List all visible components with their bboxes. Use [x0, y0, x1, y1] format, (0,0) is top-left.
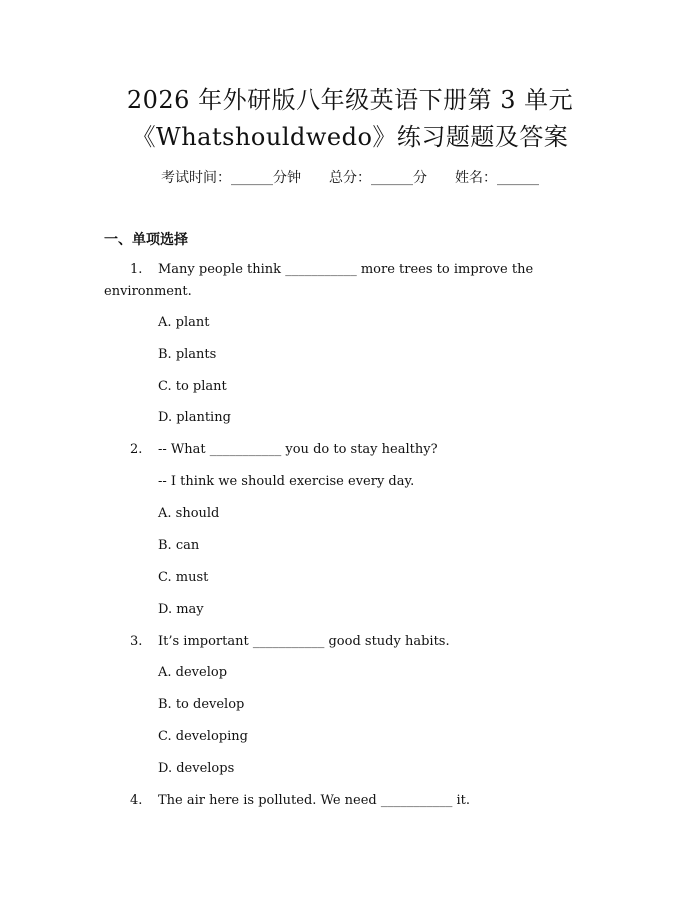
question-3-option-c: C. developing: [158, 729, 248, 744]
section-heading: 一、单项选择: [104, 232, 188, 248]
question-1-option-c: C. to plant: [158, 379, 227, 394]
question-2-option-b: B. can: [158, 538, 200, 553]
question-1-option-b: B. plants: [158, 347, 217, 362]
question-2: [130, 440, 438, 460]
question-3-option-d: D. develops: [158, 761, 235, 776]
exam-name: 姓名：______: [455, 170, 539, 186]
question-2-option-d: D. may: [158, 602, 204, 617]
question-number: 3.: [130, 634, 143, 649]
question-text: Many people think ___________ more trees to improve the: [158, 262, 534, 277]
question-3-option-a: A. develop: [158, 665, 228, 680]
question-1: [130, 260, 533, 280]
document-title-line-2: 《Whatshouldwedo》练习题题及答案: [131, 123, 569, 151]
question-2-reply: -- I think we should exercise every day.: [158, 474, 415, 489]
question-1-option-d: D. planting: [158, 410, 231, 425]
question-2-option-c: C. must: [158, 570, 209, 585]
question-number: 4.: [130, 793, 143, 808]
document-title-line-1: 2026 年外研版八年级英语下册第 3 单元: [126, 86, 574, 114]
question-text: It’s important ___________ good study habits.: [158, 634, 450, 649]
question-number: 1.: [130, 262, 143, 277]
question-2-option-a: A. should: [158, 506, 220, 521]
question-number: 2.: [130, 442, 143, 457]
question-1-continuation: environment.: [104, 284, 192, 299]
exam-time: 考试时间：______分钟: [161, 170, 301, 186]
question-3-option-b: B. to develop: [158, 697, 245, 712]
exam-score: 总分：______分: [329, 170, 427, 186]
question-4: [130, 791, 470, 811]
question-1-option-a: A. plant: [158, 315, 210, 330]
question-text: -- What ___________ you do to stay healthy?: [158, 442, 438, 457]
question-text: The air here is polluted. We need ___________ it.: [158, 793, 471, 808]
question-3: [130, 632, 450, 652]
exam-meta: [0, 168, 700, 188]
